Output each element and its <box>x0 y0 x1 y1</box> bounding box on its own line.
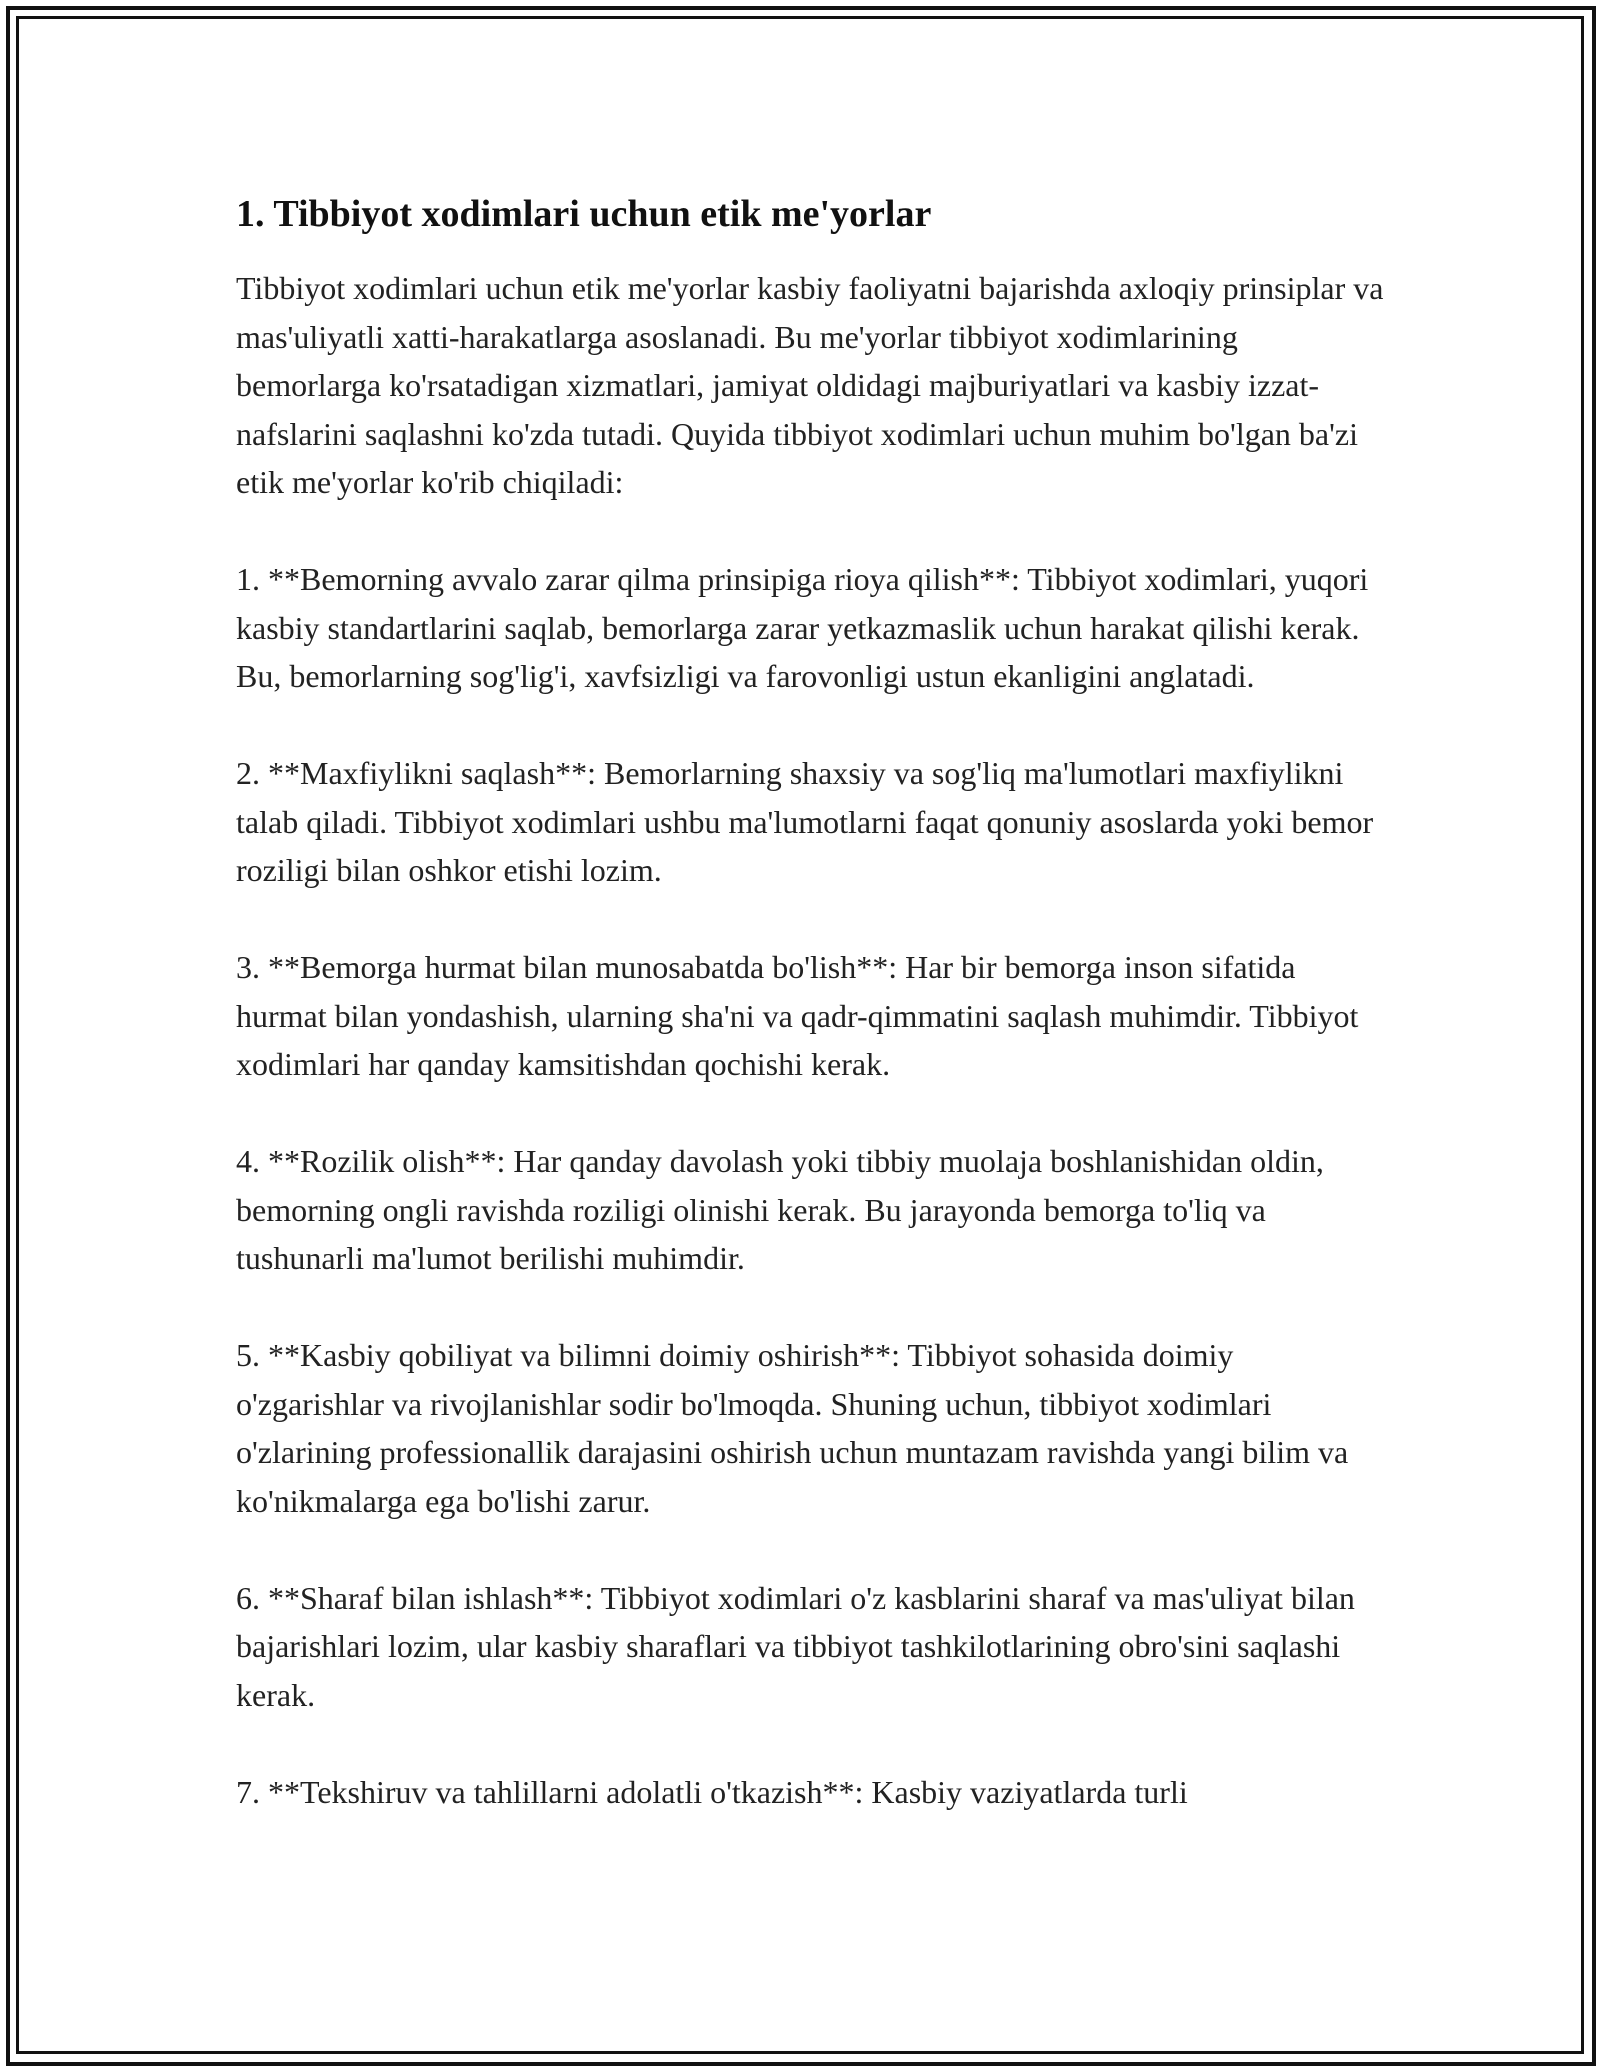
list-item-5: 5. **Kasbiy qobiliyat va bilimni doimiy oshirish**: Tibbiyot sohasida doimiy o'zgarishlar va rivojlanishlar sodir bo'lmoqda. Shuning uchun, tibbiyot xodimlari o'zlarining professionallik darajasini oshirish uchun muntazam ravishda yangi bilim va ko'nikmalarga ega bo'lishi zarur. <box>236 1337 1349 1519</box>
document-page <box>236 190 1386 1865</box>
list-item-3: 3. **Bemorga hurmat bilan munosabatda bo'lish**: Har bir bemorga inson sifatida hurmat bilan yondashish, ularning sha'ni va qadr-qimmatini saqlash muhimdir. Tibbiyot xodimlari har qanday kamsitishdan qochishi kerak. <box>236 949 1359 1082</box>
intro-paragraph: Tibbiyot xodimlari uchun etik me'yorlar kasbiy faoliyatni bajarishda axloqiy prinsiplar va mas'uliyatli xatti-harakatlarga asoslanadi. Bu me'yorlar tibbiyot xodimlarining bemorlarga ko'rsatadigan xizmatlari, jamiyat oldidagi majburiyatlari va kasbiy izzat-nafslarini saqlashni ko'zda tutadi. Quyida tibbiyot xodimlari uchun muhim bo'lgan ba'zi etik me'yorlar ko'rib chiqiladi: <box>236 270 1384 500</box>
list-item-4: 4. **Rozilik olish**: Har qanday davolash yoki tibbiy muolaja boshlanishidan oldin, bemorning ongli ravishda roziligi olinishi kerak. Bu jarayonda bemorga to'liq va tushunarli ma'lumot berilishi muhimdir. <box>236 1143 1324 1276</box>
document-title: 1. Tibbiyot xodimlari uchun etik me'yorlar <box>236 193 932 235</box>
list-item-2: 2. **Maxfiylikni saqlash**: Bemorlarning shaxsiy va sog'liq ma'lumotlari maxfiylikni talab qiladi. Tibbiyot xodimlari ushbu ma'lumotlarni faqat qonuniy asoslarda yoki bemor roziligi bilan oshkor etishi lozim. <box>236 755 1374 888</box>
list-item-7: 7. **Tekshiruv va tahlillarni adolatli o'tkazish**: Kasbiy vaziyatlarda turli <box>236 1773 1188 1810</box>
list-item-6: 6. **Sharaf bilan ishlash**: Tibbiyot xodimlari o'z kasblarini sharaf va mas'uliyat bilan bajarishlari lozim, ular kasbiy sharaflari va tibbiyot tashkilotlarining obro'sini saqlashi kerak. <box>236 1579 1355 1713</box>
list-item-1: 1. **Bemorning avvalo zarar qilma prinsipiga rioya qilish**: Tibbiyot xodimlari, yuqori kasbiy standartlarini saqlab, bemorlarga zarar yetkazmaslik uchun harakat qilishi kerak. Bu, bemorlarning sog'lig'i, xavfsizligi va farovonligi ustun ekanligini anglatadi. <box>236 561 1369 694</box>
